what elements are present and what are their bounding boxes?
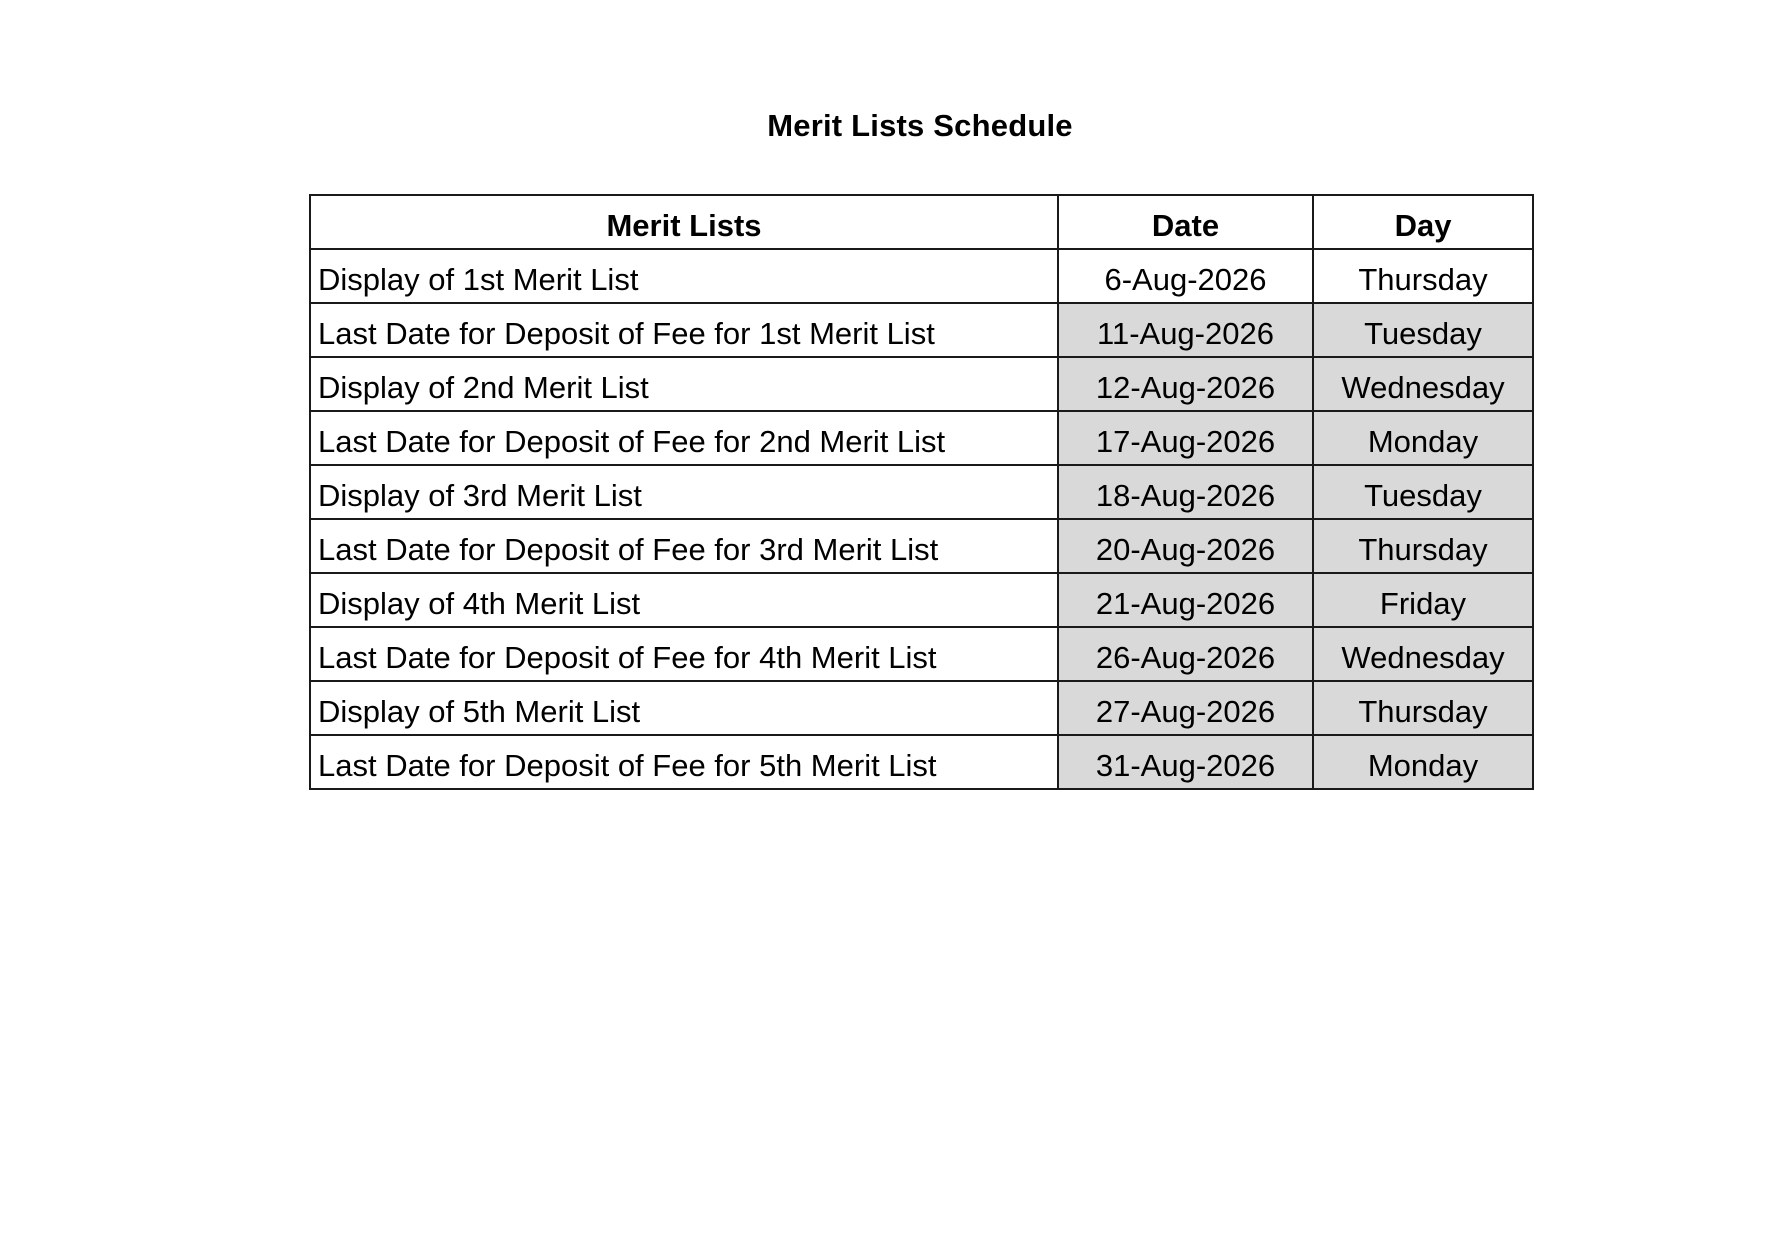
- date-cell: 27-Aug-2026: [1058, 681, 1313, 735]
- event-cell: Last Date for Deposit of Fee for 4th Merit List: [310, 627, 1058, 681]
- date-cell: 11-Aug-2026: [1058, 303, 1313, 357]
- header-merit-lists: Merit Lists: [310, 195, 1058, 249]
- table-row: [310, 627, 1533, 681]
- event-cell: Last Date for Deposit of Fee for 2nd Merit List: [310, 411, 1058, 465]
- table-row: [310, 465, 1533, 519]
- table-row: [310, 303, 1533, 357]
- event-cell: Display of 4th Merit List: [310, 573, 1058, 627]
- table-header: [310, 195, 1533, 249]
- table-row: [310, 681, 1533, 735]
- table-row: [310, 573, 1533, 627]
- merit-schedule-table: [309, 194, 1534, 790]
- day-cell: Thursday: [1313, 519, 1533, 573]
- event-cell: Display of 5th Merit List: [310, 681, 1058, 735]
- day-cell: Tuesday: [1313, 465, 1533, 519]
- date-cell: 21-Aug-2026: [1058, 573, 1313, 627]
- table-row: [310, 735, 1533, 789]
- date-cell: 17-Aug-2026: [1058, 411, 1313, 465]
- page-title: Merit Lists Schedule: [767, 108, 1073, 143]
- date-cell: 18-Aug-2026: [1058, 465, 1313, 519]
- event-cell: Display of 3rd Merit List: [310, 465, 1058, 519]
- date-cell: 31-Aug-2026: [1058, 735, 1313, 789]
- day-cell: Monday: [1313, 411, 1533, 465]
- date-cell: 12-Aug-2026: [1058, 357, 1313, 411]
- table-body: [310, 249, 1533, 789]
- date-cell: 26-Aug-2026: [1058, 627, 1313, 681]
- day-cell: Monday: [1313, 735, 1533, 789]
- day-cell: Thursday: [1313, 681, 1533, 735]
- table-row: [310, 249, 1533, 303]
- day-cell: Thursday: [1313, 249, 1533, 303]
- event-cell: Last Date for Deposit of Fee for 3rd Merit List: [310, 519, 1058, 573]
- day-cell: Friday: [1313, 573, 1533, 627]
- header-date: Date: [1058, 195, 1313, 249]
- header-row: [310, 195, 1533, 249]
- event-cell: Last Date for Deposit of Fee for 5th Merit List: [310, 735, 1058, 789]
- table-row: [310, 519, 1533, 573]
- date-cell: 20-Aug-2026: [1058, 519, 1313, 573]
- day-cell: Wednesday: [1313, 627, 1533, 681]
- event-cell: Display of 1st Merit List: [310, 249, 1058, 303]
- date-cell: 6-Aug-2026: [1058, 249, 1313, 303]
- day-cell: Wednesday: [1313, 357, 1533, 411]
- table-row: [310, 411, 1533, 465]
- header-day: Day: [1313, 195, 1533, 249]
- table-row: [310, 357, 1533, 411]
- event-cell: Last Date for Deposit of Fee for 1st Merit List: [310, 303, 1058, 357]
- day-cell: Tuesday: [1313, 303, 1533, 357]
- event-cell: Display of 2nd Merit List: [310, 357, 1058, 411]
